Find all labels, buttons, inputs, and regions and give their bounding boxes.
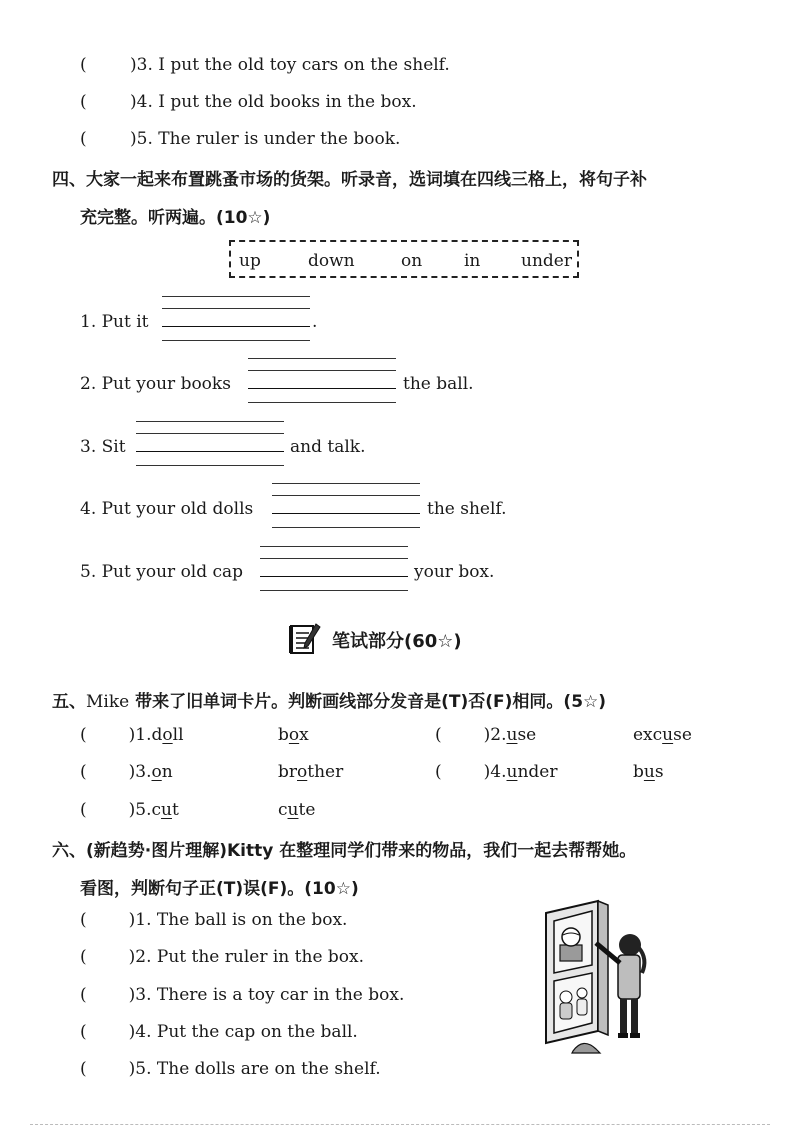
- word-2: [633, 762, 664, 782]
- section6-title-line2: 看图，判断句子正(T)误(F)。(10☆): [80, 879, 359, 899]
- sound-judgement-item: ( )1.doll: [80, 725, 184, 745]
- list-item: ( )4. Put the cap on the ball.: [80, 1022, 358, 1042]
- word-bank-item: under: [521, 251, 572, 271]
- fill-sentence-3-before: 3. Sit: [80, 437, 126, 457]
- fill-sentence-4-before: 4. Put your old dolls: [80, 499, 254, 519]
- word-2-text: bus: [633, 762, 664, 782]
- notebook-pen-icon: [288, 622, 322, 656]
- word-2: [278, 725, 309, 745]
- word-1: doll: [151, 725, 184, 745]
- answer-paren[interactable]: (: [80, 800, 87, 820]
- answer-paren[interactable]: (: [435, 725, 442, 745]
- sound-judgement-item: ( )3.on: [80, 762, 173, 782]
- section4-title-line2: 充完整。听两遍。(10☆): [80, 208, 271, 228]
- word-2-text: excuse: [633, 725, 692, 745]
- word-2-text: brother: [278, 762, 344, 782]
- section5-title: 五、Mike 带来了旧单词卡片。判断画线部分发音是(T)否(F)相同。(5☆): [52, 692, 607, 712]
- fill-sentence-4-after: the shelf.: [427, 499, 507, 519]
- answer-paren[interactable]: (: [435, 762, 442, 782]
- page-bottom-rule: [30, 1124, 770, 1125]
- answer-paren[interactable]: (: [80, 762, 87, 782]
- fill-sentence-1-before: 1. Put it: [80, 312, 149, 332]
- fill-sentence-3-after: and talk.: [290, 437, 366, 457]
- word-1: cut: [151, 800, 179, 820]
- word-bank-item: in: [464, 251, 481, 271]
- word-1: on: [151, 762, 173, 782]
- word-1: under: [506, 762, 558, 782]
- word-2-text: box: [278, 725, 309, 745]
- answer-paren[interactable]: (: [80, 725, 87, 745]
- list-item: ( )1. The ball is on the box.: [80, 910, 348, 930]
- section6-title-line1: 六、(新趋势·图片理解)Kitty 在整理同学们带来的物品，我们一起去帮帮她。: [52, 841, 637, 861]
- fill-sentence-5-after: your box.: [414, 562, 495, 582]
- fill-sentence-2-before: 2. Put your books: [80, 374, 231, 394]
- list-item: ( )5. The dolls are on the shelf.: [80, 1059, 381, 1079]
- word-1: use: [506, 725, 537, 745]
- list-item: ( )2. Put the ruler in the box.: [80, 947, 365, 967]
- section4-title-line1: 四、大家一起来布置跳蚤市场的货架。听录音，选词填在四线三格上，将句子补: [52, 170, 647, 190]
- word-2: [633, 725, 692, 745]
- sound-judgement-item: ( )4.under: [435, 762, 558, 782]
- fill-sentence-1-after: .: [312, 312, 318, 332]
- word-bank: [229, 240, 579, 278]
- word-bank-item: up: [239, 251, 261, 271]
- sound-judgement-item: ( )5.cut: [80, 800, 179, 820]
- list-item: ( )3. There is a toy car in the box.: [80, 985, 405, 1005]
- list-item: ( )3. I put the old toy cars on the shelf.: [80, 55, 450, 75]
- word-2: [278, 800, 315, 820]
- word-bank-item: on: [401, 251, 423, 271]
- girl-at-shelf-illustration: [538, 893, 668, 1063]
- written-part-title: 笔试部分(60☆): [332, 631, 462, 652]
- fill-sentence-5-before: 5. Put your old cap: [80, 562, 244, 582]
- fill-sentence-2-after: the ball.: [403, 374, 474, 394]
- list-item: ( )5. The ruler is under the book.: [80, 129, 401, 149]
- sound-judgement-item: ( )2.use: [435, 725, 537, 745]
- list-item: ( )4. I put the old books in the box.: [80, 92, 417, 112]
- word-bank-item: down: [308, 251, 355, 271]
- word-2-text: cute: [278, 800, 316, 820]
- word-2: [278, 762, 343, 782]
